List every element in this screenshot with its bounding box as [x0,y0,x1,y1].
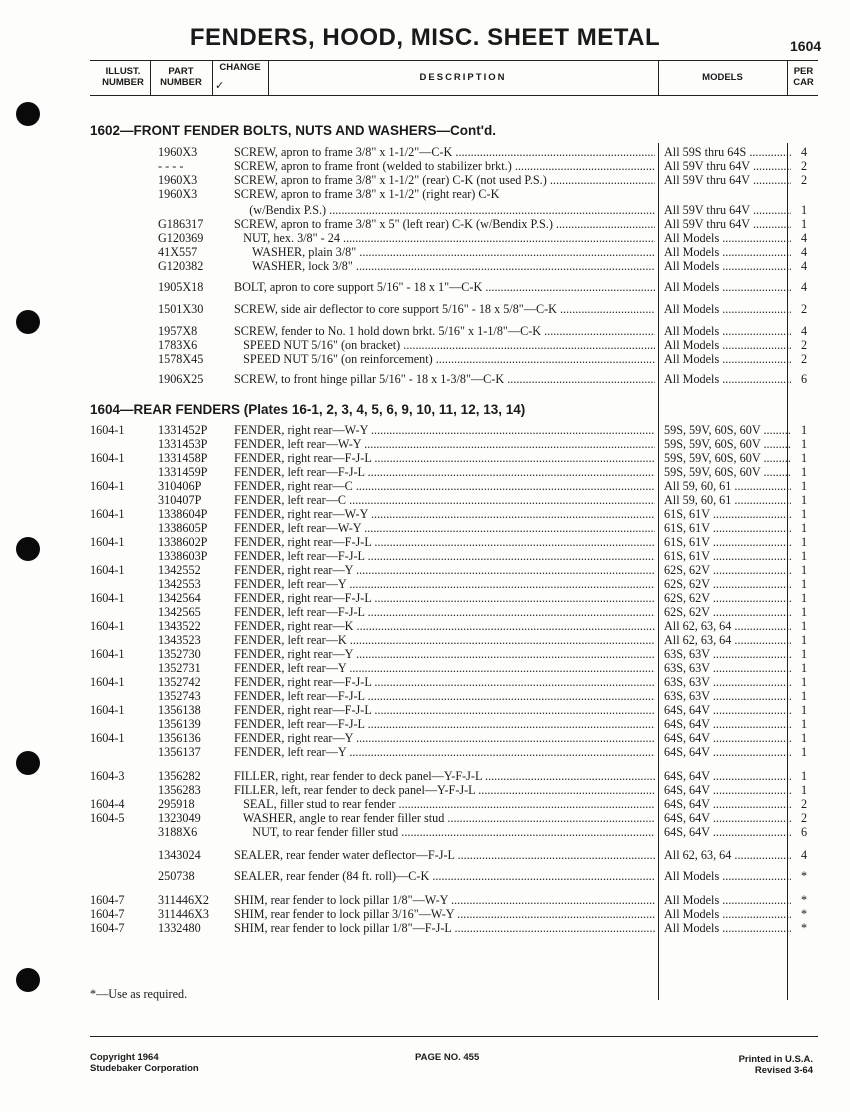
models: All 59S thru 64S ..... [664,145,791,159]
models: 64S, 64V ..... [664,769,791,783]
description: SPEED NUT 5/16" (on reinforcement) ..... [234,352,655,366]
per-car: 1 [800,783,808,797]
models: 59S, 59V, 60S, 60V ..... [664,451,791,465]
description: FENDER, right rear—C ..... [234,479,655,493]
per-car: 1 [800,689,808,703]
models: 64S, 64V ..... [664,731,791,745]
table-row [0,549,850,563]
column-header-change: CHANGE [219,62,261,73]
table-row [0,893,850,907]
illus-number: 1604-1 [90,479,125,493]
per-car: 2 [800,159,808,173]
part-number: 1342565 [158,605,201,619]
models: All Models ..... [664,338,791,352]
part-number: 1331459P [158,465,208,479]
models: 64S, 64V ..... [664,797,791,811]
per-car: 1 [800,203,808,217]
table-row [0,423,850,437]
footer-copyright [90,1052,199,1074]
description: WASHER, angle to rear fender filler stud ..... [234,811,655,825]
part-number: 1356137 [158,745,201,759]
table-row [0,661,850,675]
description: FENDER, left rear—F-J-L ..... [234,605,655,619]
table-row [0,921,850,935]
description: FENDER, left rear—Y ..... [234,661,655,675]
part-number: 1342552 [158,563,201,577]
per-car: 1 [800,493,808,507]
per-car: * [800,921,808,935]
section-heading: 1602—FRONT FENDER BOLTS, NUTS AND WASHERS—Cont'd. [90,123,496,138]
description: BOLT, apron to core support 5/16" - 18 x 1"—C-K ..... [234,280,655,294]
illus-number: 1604-7 [90,921,125,935]
description: SPEED NUT 5/16" (on bracket) ..... [234,338,655,352]
table-row [0,187,850,201]
per-car: 4 [800,231,808,245]
part-number: 1960X3 [158,145,198,159]
description: (w/Bendix P.S.) ..... [234,203,655,217]
table-row [0,437,850,451]
part-number: 1356138 [158,703,201,717]
per-car: 1 [800,479,808,493]
models: All Models ..... [664,372,791,386]
illus-number: 1604-1 [90,647,125,661]
models: All 59, 60, 61 ..... [664,493,791,507]
models: All 59V thru 64V ..... [664,159,791,173]
models: All 59V thru 64V ..... [664,173,791,187]
description: FILLER, right, rear fender to deck panel—Y-F-J-L ..... [234,769,655,783]
part-number: G120369 [158,231,204,245]
part-number: 1342553 [158,577,201,591]
models: 64S, 64V ..... [664,703,791,717]
table-row [0,869,850,883]
per-car: 4 [800,324,808,338]
per-car: 4 [800,145,808,159]
part-number: 1338605P [158,521,208,535]
models: 64S, 64V ..... [664,745,791,759]
footer-printed [700,1054,813,1076]
models: All 59V thru 64V ..... [664,203,791,217]
models: All Models ..... [664,245,791,259]
part-number: 1338602P [158,535,208,549]
per-car: 1 [800,703,808,717]
per-car: 4 [800,245,808,259]
part-number: 1352742 [158,675,201,689]
page-reference: 1604 [790,38,822,54]
models: All Models ..... [664,259,791,273]
description: FENDER, left rear—F-J-L ..... [234,465,655,479]
models: All 62, 63, 64 ..... [664,619,791,633]
section-heading: 1604—REAR FENDERS (Plates 16-1, 2, 3, 4, 5, 6, 9, 10, 11, 12, 13, 14) [90,402,526,417]
part-number: G186317 [158,217,204,231]
table-row [0,825,850,839]
description: SHIM, rear fender to lock pillar 1/8"—F-J-L ..... [234,921,655,935]
table-row [0,703,850,717]
table-row [0,633,850,647]
per-car: 1 [800,591,808,605]
table-row [0,731,850,745]
part-number: 311446X2 [158,893,210,907]
description: FENDER, right rear—W-Y ..... [234,423,655,437]
models: 59S, 59V, 60S, 60V ..... [664,465,791,479]
table-row [0,302,850,316]
models: 64S, 64V ..... [664,825,791,839]
description: FENDER, right rear—F-J-L ..... [234,535,655,549]
part-number: 1906X25 [158,372,204,386]
header-divider [268,60,269,95]
part-number: 1960X3 [158,187,198,201]
per-car: 1 [800,745,808,759]
per-car: 2 [800,173,808,187]
footer-page-number: PAGE NO. 455 [415,1052,480,1063]
illus-number: 1604-1 [90,423,125,437]
part-number: 310407P [158,493,202,507]
part-number: 1960X3 [158,173,198,187]
change-check-icon: ✓ [215,79,225,92]
models: 62S, 62V ..... [664,605,791,619]
description: SCREW, apron to frame front (welded to stabilizer brkt.) ..... [234,159,655,173]
description: SEALER, rear fender water deflector—F-J-L ..... [234,848,655,862]
footer-rule [90,1036,818,1037]
models: All 62, 63, 64 ..... [664,633,791,647]
part-number: 1356139 [158,717,201,731]
models: 61S, 61V ..... [664,521,791,535]
per-car: 1 [800,577,808,591]
description: FENDER, right rear—Y ..... [234,563,655,577]
footnote: *—Use as required. [90,987,188,1001]
description: SEAL, filler stud to rear fender ..... [234,797,655,811]
part-number: 41X557 [158,245,198,259]
printed-line: Printed in U.S.A. [738,1054,813,1065]
per-car: * [800,907,808,921]
models: 59S, 59V, 60S, 60V ..... [664,423,791,437]
description: FENDER, left rear—W-Y ..... [234,437,655,451]
per-car: 1 [800,661,808,675]
models: 63S, 63V ..... [664,675,791,689]
table-row [0,717,850,731]
part-number: 1905X18 [158,280,204,294]
description: FENDER, right rear—F-J-L ..... [234,591,655,605]
description: NUT, hex. 3/8" - 24 ..... [234,231,655,245]
description: FENDER, right rear—F-J-L ..... [234,675,655,689]
per-car: 1 [800,535,808,549]
part-number: 1356283 [158,783,201,797]
table-row [0,145,850,159]
part-number: 1338604P [158,507,208,521]
per-car: 1 [800,633,808,647]
description: SEALER, rear fender (84 ft. roll)—C-K ..... [234,869,655,883]
illus-number: 1604-3 [90,769,125,783]
column-header-illus: ILLUST. NUMBER [102,66,144,88]
part-number: 1783X6 [158,338,198,352]
models: All Models ..... [664,869,791,883]
models: All Models ..... [664,302,791,316]
per-car: 1 [800,437,808,451]
part-number: 1338603P [158,549,208,563]
header-divider [787,60,788,95]
models: All Models ..... [664,280,791,294]
per-car: 1 [800,647,808,661]
models: All 59V thru 64V ..... [664,217,791,231]
copyright-line: Copyright 1964 [90,1052,159,1063]
part-number: 1352743 [158,689,201,703]
per-car: 1 [800,217,808,231]
per-car: 1 [800,731,808,745]
description: SHIM, rear fender to lock pillar 1/8"—W-Y ..... [234,893,655,907]
description: FENDER, left rear—Y ..... [234,745,655,759]
per-car: 1 [800,507,808,521]
description: SCREW, fender to No. 1 hold down brkt. 5/16" x 1-1/8"—C-K ..... [234,324,655,338]
table-row [0,465,850,479]
table-row [0,647,850,661]
table-row [0,797,850,811]
part-number: 1332480 [158,921,201,935]
illus-number: 1604-1 [90,591,125,605]
models: 64S, 64V ..... [664,811,791,825]
part-number: 1957X8 [158,324,198,338]
per-car: 6 [800,825,808,839]
per-car: 4 [800,259,808,273]
part-number: 295918 [158,797,195,811]
part-number: 1356136 [158,731,201,745]
table-row [0,783,850,797]
description: SCREW, apron to frame 3/8" x 1-1/2" (right rear) C-K [234,187,500,201]
per-car: 2 [800,352,808,366]
illus-number: 1604-1 [90,675,125,689]
description: WASHER, lock 3/8" ..... [234,259,655,273]
part-number: 310406P [158,479,202,493]
table-row [0,324,850,338]
printed-line: Revised 3-64 [754,1065,813,1076]
table-row [0,479,850,493]
description: FENDER, right rear—F-J-L ..... [234,703,655,717]
description: SCREW, to front hinge pillar 5/16" - 18 x 1-3/8"—C-K ..... [234,372,655,386]
part-number: 1342564 [158,591,201,605]
part-number: 1501X30 [158,302,204,316]
description: SCREW, side air deflector to core support 5/16" - 18 x 5/8"—C-K ..... [234,302,655,316]
table-row [0,848,850,862]
column-header-description: DESCRIPTION [419,72,507,83]
models: 64S, 64V ..... [664,717,791,731]
header-divider [212,60,213,95]
description: FENDER, left rear—F-J-L ..... [234,549,655,563]
part-number: 1331452P [158,423,208,437]
table-row [0,689,850,703]
table-row [0,203,850,217]
models: All Models ..... [664,324,791,338]
per-car: 1 [800,717,808,731]
per-car: 6 [800,372,808,386]
per-car: 1 [800,521,808,535]
page-title: FENDERS, HOOD, MISC. SHEET METAL [189,24,661,51]
table-row [0,507,850,521]
table-row [0,745,850,759]
description: FENDER, right rear—W-Y ..... [234,507,655,521]
part-number: 1323049 [158,811,201,825]
per-car: 1 [800,465,808,479]
per-car: 1 [800,769,808,783]
description: FENDER, left rear—Y ..... [234,577,655,591]
table-row [0,619,850,633]
description: SCREW, apron to frame 3/8" x 1-1/2" (rear) C-K (not used P.S.) ..... [234,173,655,187]
models: 61S, 61V ..... [664,535,791,549]
description: SCREW, apron to frame 3/8" x 5" (left rear) C-K (w/Bendix P.S.) ..... [234,217,655,231]
description: FENDER, left rear—K ..... [234,633,655,647]
per-car: 4 [800,848,808,862]
part-number: 1343522 [158,619,201,633]
column-header-per-car: PER CAR [793,66,814,88]
illus-number: 1604-1 [90,731,125,745]
table-row [0,352,850,366]
illus-number: 1604-4 [90,797,125,811]
per-car: 1 [800,619,808,633]
table-row [0,338,850,352]
part-number: G120382 [158,259,204,273]
table-row [0,451,850,465]
description: FENDER, left rear—C ..... [234,493,655,507]
table-row [0,769,850,783]
illus-number: 1604-7 [90,893,125,907]
description: WASHER, plain 3/8" ..... [234,245,655,259]
per-car: 1 [800,675,808,689]
header-divider [658,60,659,95]
per-car: 2 [800,811,808,825]
part-number: 1578X45 [158,352,204,366]
table-row [0,591,850,605]
part-number: 1352730 [158,647,201,661]
description: FENDER, left rear—F-J-L ..... [234,717,655,731]
description: SHIM, rear fender to lock pillar 3/16"—W-Y ..... [234,907,655,921]
models: 62S, 62V ..... [664,591,791,605]
description: FENDER, right rear—Y ..... [234,731,655,745]
description: FENDER, left rear—F-J-L ..... [234,689,655,703]
column-header-models: MODELS [702,72,743,83]
per-car: 1 [800,563,808,577]
per-car: 2 [800,302,808,316]
table-row [0,173,850,187]
table-row [0,245,850,259]
per-car: 2 [800,797,808,811]
table-row [0,535,850,549]
illus-number: 1604-1 [90,619,125,633]
illus-number: 1604-1 [90,535,125,549]
models: 62S, 62V ..... [664,577,791,591]
per-car: * [800,869,808,883]
description: NUT, to rear fender filler stud ..... [234,825,655,839]
copyright-line: Studebaker Corporation [90,1063,199,1074]
part-number: - - - - [158,159,184,173]
binder-hole [16,968,40,992]
part-number: 1331453P [158,437,208,451]
per-car: 2 [800,338,808,352]
models: All 62, 63, 64 ..... [664,848,791,862]
models: All Models ..... [664,921,791,935]
table-row [0,217,850,231]
table-row [0,372,850,386]
header-divider [150,60,151,95]
illus-number: 1604-1 [90,451,125,465]
part-number: 3188X6 [158,825,198,839]
models: All 59, 60, 61 ..... [664,479,791,493]
description: FENDER, right rear—F-J-L ..... [234,451,655,465]
header-bottom-rule [90,95,818,96]
per-car: 1 [800,423,808,437]
models: 61S, 61V ..... [664,549,791,563]
description: FENDER, left rear—W-Y ..... [234,521,655,535]
models: All Models ..... [664,231,791,245]
part-number: 1352731 [158,661,201,675]
models: 63S, 63V ..... [664,647,791,661]
part-number: 250738 [158,869,195,883]
table-row [0,159,850,173]
per-car: 1 [800,451,808,465]
table-row [0,605,850,619]
binder-hole [16,102,40,126]
column-header-part: PART NUMBER [160,66,202,88]
table-row [0,493,850,507]
illus-number: 1604-1 [90,563,125,577]
per-car: 4 [800,280,808,294]
models: 63S, 63V ..... [664,689,791,703]
models: All Models ..... [664,907,791,921]
table-row [0,259,850,273]
models: 59S, 59V, 60S, 60V ..... [664,437,791,451]
per-car: * [800,893,808,907]
models: 64S, 64V ..... [664,783,791,797]
illus-number: 1604-5 [90,811,125,825]
description: FENDER, right rear—Y ..... [234,647,655,661]
part-number: 1356282 [158,769,201,783]
illus-number: 1604-7 [90,907,125,921]
per-car: 1 [800,605,808,619]
description: SCREW, apron to frame 3/8" x 1-1/2"—C-K ..... [234,145,655,159]
models: 62S, 62V ..... [664,563,791,577]
table-row [0,280,850,294]
models: All Models ..... [664,893,791,907]
part-number: 1343523 [158,633,201,647]
illus-number: 1604-1 [90,703,125,717]
table-row [0,521,850,535]
header-top-rule [90,60,818,61]
models: 63S, 63V ..... [664,661,791,675]
illus-number: 1604-1 [90,507,125,521]
part-number: 1343024 [158,848,201,862]
models: 61S, 61V ..... [664,507,791,521]
table-row [0,231,850,245]
table-row [0,675,850,689]
table-row [0,907,850,921]
table-row [0,577,850,591]
description: FILLER, left, rear fender to deck panel—Y-F-J-L ..... [234,783,655,797]
part-number: 1331458P [158,451,208,465]
description: FENDER, right rear—K ..... [234,619,655,633]
per-car: 1 [800,549,808,563]
table-row [0,811,850,825]
table-row [0,563,850,577]
part-number: 311446X3 [158,907,210,921]
models: All Models ..... [664,352,791,366]
